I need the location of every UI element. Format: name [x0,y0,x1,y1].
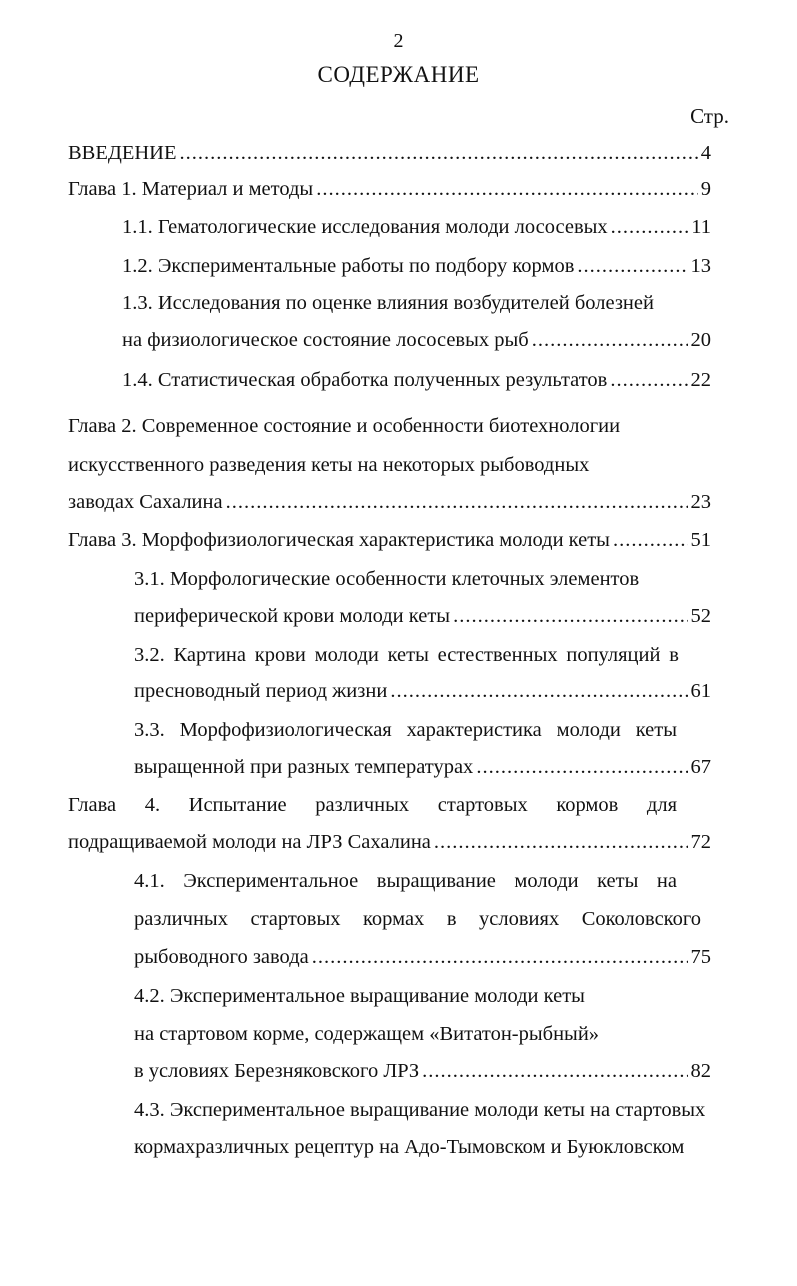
toc-word: молоди [314,644,379,666]
toc-entry-page: 13 [690,255,711,277]
toc-entry [122,253,711,279]
toc-word: молоди [514,870,579,892]
dot-leader [226,489,688,515]
toc-entry-page: 51 [690,529,711,551]
toc-entry-page: 61 [690,680,711,702]
toc-entry-text: Глава 3. Морфофизиологическая характеристика молоди кеты [68,529,610,551]
toc-entry-text: подращиваемой молоди на ЛРЗ Сахалина [68,831,431,853]
toc-entry-page: 75 [690,946,711,968]
toc-word: популяций [566,644,661,666]
toc-entry-line: 3.1. Морфологические особенности клеточных элементов [134,568,640,590]
dot-leader [312,944,688,970]
toc-entry-page: 4 [700,142,711,164]
page-number: 2 [393,30,404,52]
dot-leader [180,140,698,166]
toc-entry-page: 67 [690,756,711,778]
toc-word: для [646,794,677,816]
toc-word: характеристика [406,719,542,741]
toc-entry [134,678,711,704]
toc-word: выращивание [376,870,496,892]
toc-entry-text: на физиологическое состояние лососевых рыб [122,329,529,351]
dot-leader [390,678,687,704]
toc-entry-page: 9 [700,178,711,200]
toc-entry-page: 23 [690,491,711,513]
toc-word: Экспериментальное [183,870,359,892]
toc-word: в [446,908,457,930]
dot-leader [610,367,687,393]
toc-entry-text: выращенной при разных температурах [134,756,474,778]
toc-entry-page: 20 [690,329,711,351]
dot-leader [434,829,688,855]
toc-entry-line [134,717,677,743]
toc-word: кормов [556,794,619,816]
toc-word: 3.3. [134,719,165,741]
toc-entry-text: ВВЕДЕНИЕ [68,142,177,164]
toc-entry-text: 1.2. Экспериментальные работы по подбору кормов [122,255,575,277]
toc-entry-line: искусственного разведения кеты на некоторых рыбоводных [68,454,590,476]
toc-entry-line: на стартовом корме, содержащем «Витатон-рыбный» [134,1023,600,1045]
toc-entry [68,489,711,515]
page-title: СОДЕРЖАНИЕ [317,62,480,87]
toc-entry [134,603,711,629]
toc-word: Глава [68,794,117,816]
toc-entry-line [134,642,679,668]
toc-entry [122,367,711,393]
toc-word: на [656,870,677,892]
toc-entry-line: Глава 2. Современное состояние и особенности биотехнологии [68,415,621,437]
toc-entry-line: 1.3. Исследования по оценке влияния возбудителей болезней [122,292,654,314]
toc-word: различных [315,794,410,816]
toc-word: Соколовского [581,908,701,930]
toc-word: крови [254,644,306,666]
toc-entry-page: 82 [690,1060,711,1082]
dot-leader [611,214,689,240]
toc-entry [68,176,711,202]
dot-leader [422,1058,687,1084]
dot-leader [613,527,688,553]
toc-entry-line: кормахразличных рецептур на Адо-Тымовском и Буюкловском [134,1136,685,1158]
toc-entry [68,140,711,166]
toc-entry-line [68,792,677,818]
dot-leader [316,176,698,202]
toc-entry-text: рыбоводного завода [134,946,309,968]
toc-word: различных [134,908,228,930]
toc-entry [68,527,711,553]
toc-word: кеты [387,644,429,666]
toc-word: кеты [597,870,639,892]
toc-word: 3.2. [134,644,165,666]
dot-leader [577,253,687,279]
toc-word: стартовых [437,794,528,816]
toc-entry-text: в условиях Березняковского ЛРЗ [134,1060,420,1082]
toc-entry-text: Глава 1. Материал и методы [68,178,314,200]
toc-word: Испытание [188,794,287,816]
toc-entry-line [134,906,701,932]
toc-entry-page: 72 [690,831,711,853]
toc-entry-text: заводах Сахалина [68,491,223,513]
toc-entry [122,327,711,353]
toc-word: условиях [479,908,560,930]
toc-word: молоди [556,719,621,741]
toc-word: в [669,644,679,666]
toc-entry [68,829,711,855]
toc-entry-text: 1.4. Статистическая обработка полученных результатов [122,369,608,391]
page-column-label: Стр. [690,104,729,128]
toc-entry [134,1058,711,1084]
toc-entry-line: 4.2. Экспериментальное выращивание молоди кеты [134,985,585,1007]
toc-entry-text: пресноводный период жизни [134,680,388,702]
toc-entry-text: периферической крови молоди кеты [134,605,451,627]
toc-word: 4. [144,794,161,816]
toc-entry-line [134,868,677,894]
toc-word: Картина [173,644,246,666]
toc-word: Морфофизиологическая [179,719,392,741]
toc-word: 4.1. [134,870,165,892]
toc-entry [134,754,711,780]
toc-entry-page: 52 [690,605,711,627]
toc-entry-line: 4.3. Экспериментальное выращивание молоди кеты на стартовых [134,1099,706,1121]
dot-leader [532,327,688,353]
toc-entry-page: 22 [690,369,711,391]
toc-entry-text: 1.1. Гематологические исследования молоди лососевых [122,216,608,238]
dot-leader [453,603,687,629]
toc-entry [134,944,711,970]
toc-word: естественных [437,644,558,666]
toc-entry-page: 11 [691,216,711,238]
toc-word: кормах [363,908,425,930]
toc-word: стартовых [250,908,341,930]
toc-entry [122,214,711,240]
dot-leader [476,754,687,780]
toc-word: кеты [635,719,677,741]
